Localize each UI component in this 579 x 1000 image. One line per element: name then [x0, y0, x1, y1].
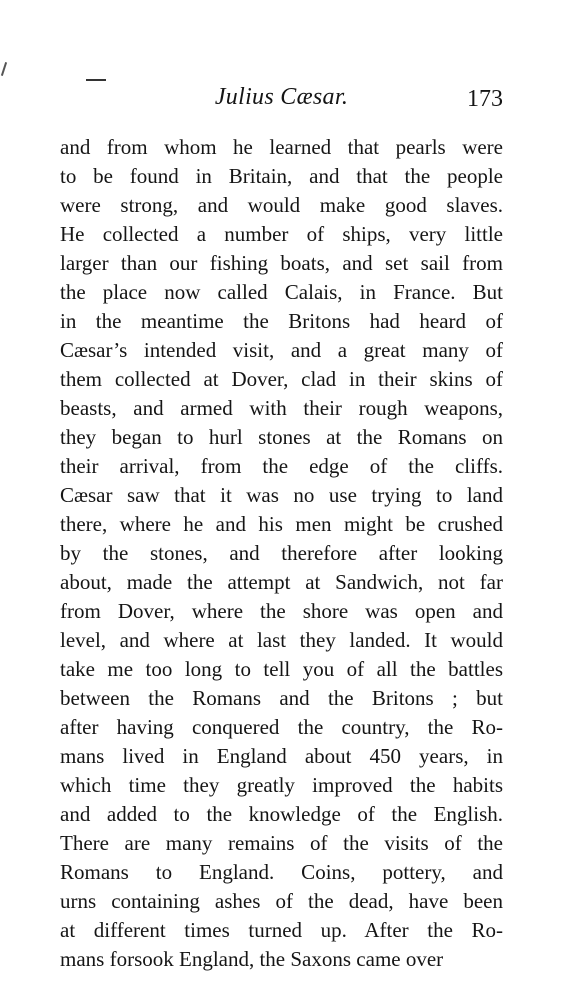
- text-line: there, where he and his men might be crushed: [60, 512, 503, 536]
- printer-rule-mark: [86, 79, 106, 81]
- text-line: were strong, and would make good slaves.: [60, 193, 503, 217]
- text-line: level, and where at last they landed. It would: [60, 628, 503, 652]
- text-line: the place now called Calais, in France. But: [60, 280, 503, 304]
- text-line: and from whom he learned that pearls were: [60, 135, 503, 159]
- text-line: Cæsar’s intended visit, and a great many of: [60, 338, 503, 362]
- text-line: their arrival, from the edge of the cliffs.: [60, 454, 503, 478]
- text-line: in the meantime the Britons had heard of: [60, 309, 503, 333]
- text-line: between the Romans and the Britons ; but: [60, 686, 503, 710]
- text-line: after having conquered the country, the Ro-: [60, 715, 503, 739]
- text-line: mans lived in England about 450 years, in: [60, 744, 503, 768]
- text-line: they began to hurl stones at the Romans on: [60, 425, 503, 449]
- text-line: larger than our fishing boats, and set sail from: [60, 251, 503, 275]
- text-line: urns containing ashes of the dead, have been: [60, 889, 503, 913]
- text-line: He collected a number of ships, very little: [60, 222, 503, 246]
- running-head-title: Julius Cæsar.: [214, 84, 349, 110]
- text-line: which time they greatly improved the habits: [60, 773, 503, 797]
- text-line: mans forsook England, the Saxons came over: [60, 947, 444, 971]
- text-line: Cæsar saw that it was no use trying to land: [60, 483, 503, 507]
- text-line: them collected at Dover, clad in their skins of: [60, 367, 503, 391]
- running-head: [60, 84, 503, 120]
- text-line: by the stones, and therefore after looking: [60, 541, 503, 565]
- text-line: and added to the knowledge of the English.: [60, 802, 503, 826]
- text-line: to be found in Britain, and that the people: [60, 164, 503, 188]
- text-line: There are many remains of the visits of the: [60, 831, 503, 855]
- text-line: about, made the attempt at Sandwich, not far: [60, 570, 503, 594]
- text-line: beasts, and armed with their rough weapons,: [60, 396, 503, 420]
- text-line: at different times turned up. After the Ro-: [60, 918, 503, 942]
- text-line: from Dover, where the shore was open and: [60, 599, 503, 623]
- text-line: Romans to England. Coins, pottery, and: [60, 860, 503, 884]
- page-edge-mark: [1, 62, 7, 76]
- page-number: 173: [467, 86, 503, 112]
- text-line: take me too long to tell you of all the battles: [60, 657, 503, 681]
- body-text: [60, 133, 503, 974]
